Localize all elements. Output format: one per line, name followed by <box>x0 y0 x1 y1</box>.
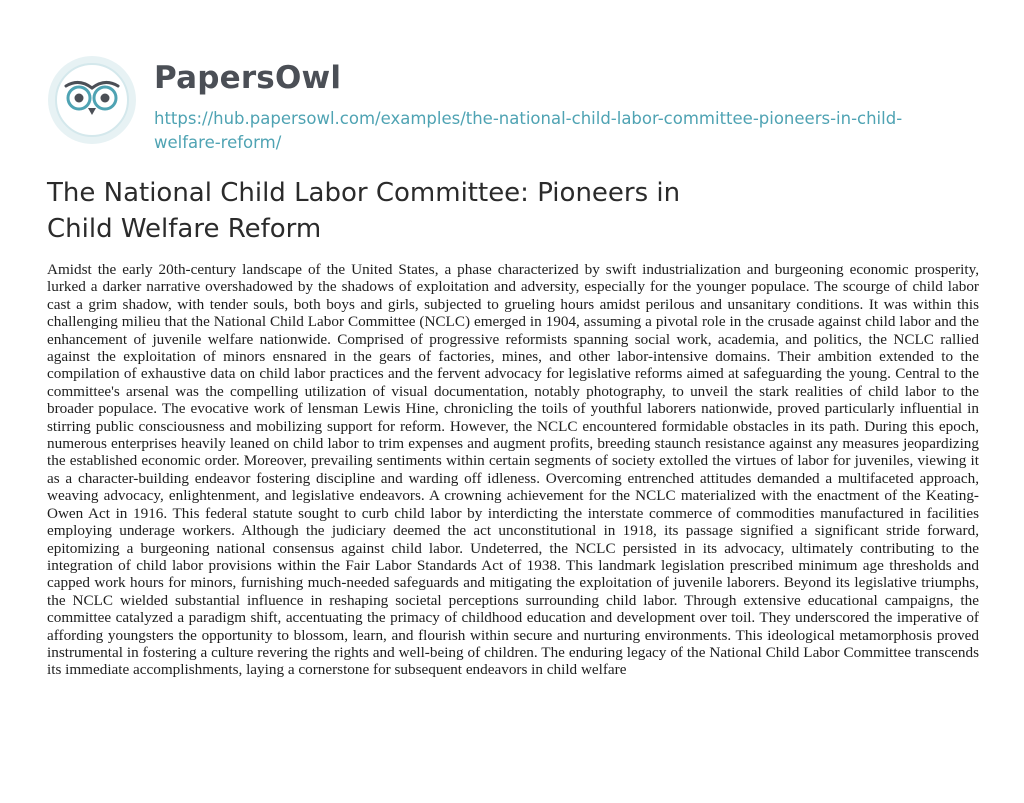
source-url-link[interactable]: https://hub.papersowl.com/examples/the-national-child-labor-committee-pioneers-in-child-welfare-reform/ <box>154 109 903 152</box>
brand-name: PapersOwl <box>154 60 342 96</box>
owl-logo-icon <box>46 54 138 146</box>
document-body: Amidst the early 20th-century landscape of the United States, a phase characterized by swift industrialization and burgeoning economic prosperity, lurked a darker narrative overshadowed by the shadows of exploitation and adversity, especially for the younger populace. The scourge of child labor cast a grim shadow, with tender souls, both boys and girls, subjected to grueling hours amidst perilous and unsanitary conditions. It was within this challenging milieu that the National Child Labor Committee (NCLC) emerged in 1904, assuming a pivotal role in the crusade against child labor and the enhancement of juvenile welfare nationwide. Comprised of progressive reformists spanning social work, academia, and politics, the NCLC rallied against the exploitation of minors ensnared in the gears of factories, mines, and other labor-intensive domains. Their ambition extended to the compilation of exhaustive data on child labor practices and the fervent advocacy for legislative reforms aimed at safeguarding the young. Central to the committee's arsenal was the compelling utilization of visual documentation, notably photography, to unveil the stark realities of child labor to the broader populace. The evocative work of lensman Lewis Hine, chronicling the toils of youthful laborers nationwide, proved particularly influential in stirring public consciousness and mobilizing support for reform. However, the NCLC encountered formidable obstacles in its path. During this epoch, numerous enterprises heavily leaned on child labor to trim expenses and augment profits, breeding staunch resistance against any measures jeopardizing the established economic order. Moreover, prevailing sentiments within certain segments of society extolled the virtues of labor for juveniles, viewing it as a character-building endeavor fostering discipline and warding off idleness. Overcoming entrenched attitudes demanded a multifaceted approach, weaving advocacy, enlightenment, and legislative endeavors. A crowning achievement for the NCLC materialized with the enactment of the Keating-Owen Act in 1916. This federal statute sought to curb child labor by interdicting the interstate commerce of commodities manufactured in facilities employing underage workers. Although the judiciary deemed the act unconstitutional in 1918, its passage signified a significant stride forward, epitomizing a burgeoning national consensus against child labor. Undeterred, the NCLC persisted in its advocacy, ultimately contributing to the integration of child labor provisions within the Fair Labor Standards Act of 1938. This landmark legislation prescribed minimum age thresholds and capped work hours for minors, furnishing much-needed safeguards and mitigating the exploitation of juvenile laborers. Beyond its legislative triumphs, the NCLC wielded substantial influence in reshaping societal perceptions surrounding child labor. Through extensive educational campaigns, the committee catalyzed a paradigm shift, accentuating the primacy of childhood education and development over toil. They underscored the imperative of affording youngsters the opportunity to blossom, learn, and flourish within secure and nurturing environments. This ideological metamorphosis proved instrumental in fostering a culture revering the rights and well-being of children. The enduring legacy of the National Child Labor Committee transcends its immediate accomplishments, laying a cornerstone for subsequent endeavors in child welfare <box>47 261 979 679</box>
document-title: The National Child Labor Committee: Pioneers in Child Welfare Reform <box>47 178 681 244</box>
site-header <box>46 42 986 162</box>
